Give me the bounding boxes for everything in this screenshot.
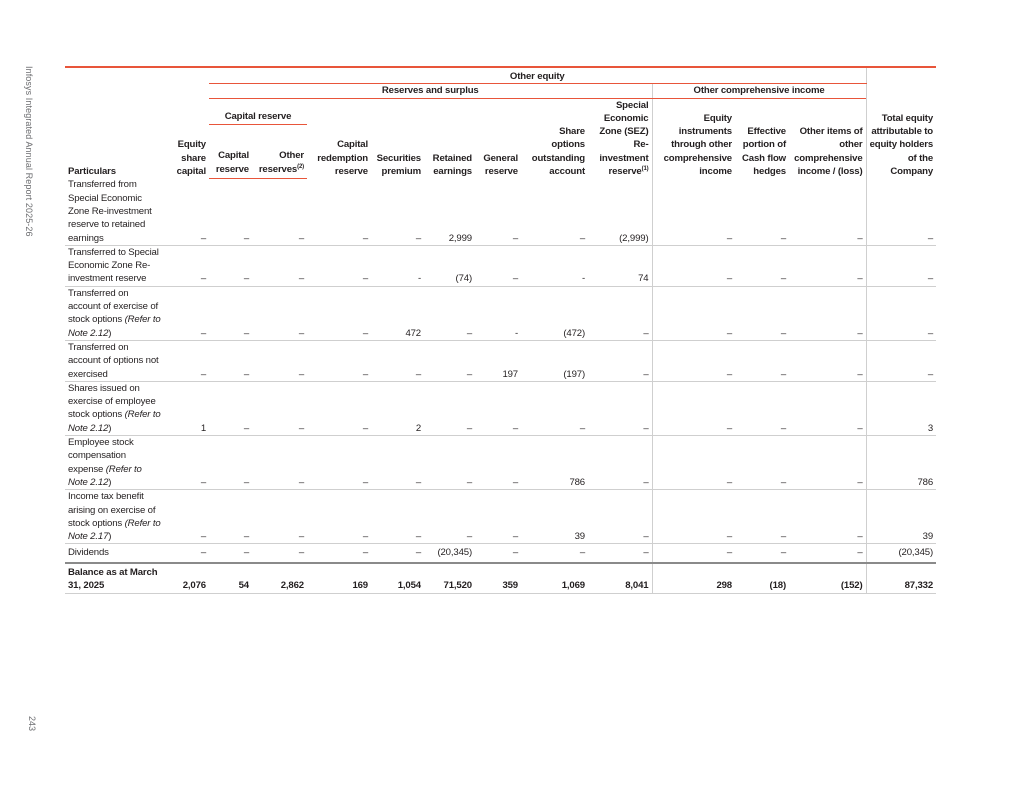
cell-value: (152) bbox=[789, 563, 866, 594]
cell-value: – bbox=[252, 245, 307, 286]
cell-value: – bbox=[371, 544, 424, 563]
cell-value: – bbox=[866, 178, 936, 245]
table-row bbox=[65, 381, 936, 435]
cell-value: – bbox=[169, 286, 209, 340]
cell-value: – bbox=[252, 490, 307, 544]
header-securities-premium: Securities premium bbox=[376, 152, 421, 178]
cell-value: – bbox=[735, 178, 789, 245]
header-capital-reserve: Capital reserve bbox=[209, 124, 252, 178]
table-row bbox=[65, 286, 936, 340]
cell-value: 74 bbox=[588, 245, 652, 286]
cell-value: – bbox=[866, 245, 936, 286]
cell-value: – bbox=[588, 286, 652, 340]
cell-value: – bbox=[252, 544, 307, 563]
cell-value: – bbox=[209, 178, 252, 245]
row-label: Dividends bbox=[65, 544, 169, 563]
header-reserves-and-surplus: Reserves and surplus bbox=[209, 84, 652, 98]
cell-value: – bbox=[475, 436, 521, 490]
cell-value: – bbox=[307, 340, 371, 381]
cell-value: – bbox=[789, 245, 866, 286]
cell-value: (472) bbox=[521, 286, 588, 340]
cell-value: – bbox=[252, 286, 307, 340]
cell-value: – bbox=[588, 544, 652, 563]
cell-value: – bbox=[521, 381, 588, 435]
cell-value: – bbox=[307, 544, 371, 563]
header-capital-redemption-reserve: Capital redemption reserve bbox=[317, 139, 368, 178]
cell-value: – bbox=[169, 436, 209, 490]
report-side-label: Infosys Integrated Annual Report 2025-26 bbox=[24, 66, 34, 237]
cell-value: 298 bbox=[652, 563, 735, 594]
table-row bbox=[65, 340, 936, 381]
cell-value: – bbox=[252, 381, 307, 435]
cell-value: 359 bbox=[475, 563, 521, 594]
cell-value: – bbox=[789, 286, 866, 340]
header-cash-flow-hedges: Effective portion of Cash flow hedges bbox=[742, 126, 786, 178]
table-header bbox=[65, 67, 936, 178]
cell-value: – bbox=[475, 544, 521, 563]
cell-value: (20,345) bbox=[866, 544, 936, 563]
cell-value: 71,520 bbox=[424, 563, 475, 594]
cell-value: – bbox=[424, 436, 475, 490]
cell-value: – bbox=[371, 178, 424, 245]
row-label: Transferred on account of options not exercised bbox=[65, 340, 169, 381]
cell-value: – bbox=[209, 245, 252, 286]
cell-value: – bbox=[209, 286, 252, 340]
header-particulars: Particulars bbox=[65, 67, 169, 178]
cell-value: (2,999) bbox=[588, 178, 652, 245]
cell-value: – bbox=[371, 490, 424, 544]
cell-value: – bbox=[652, 381, 735, 435]
row-label: Income tax benefit arising on exercise of stock options (Refer to Note 2.17) bbox=[65, 490, 169, 544]
cell-value: – bbox=[169, 245, 209, 286]
cell-value: 2 bbox=[371, 381, 424, 435]
header-other-comprehensive-income: Other comprehensive income bbox=[652, 84, 866, 98]
cell-value: - bbox=[521, 245, 588, 286]
header-total-equity: Total equity attributable to equity holders of the Company bbox=[866, 67, 936, 178]
table-row bbox=[65, 436, 936, 490]
cell-value: – bbox=[475, 381, 521, 435]
cell-value: 169 bbox=[307, 563, 371, 594]
cell-value: – bbox=[307, 490, 371, 544]
cell-value: – bbox=[735, 436, 789, 490]
row-label: Balance as at March 31, 2025 bbox=[65, 563, 169, 594]
cell-value: 197 bbox=[475, 340, 521, 381]
cell-value: – bbox=[307, 178, 371, 245]
cell-value: – bbox=[866, 286, 936, 340]
cell-value: – bbox=[424, 490, 475, 544]
cell-value: 39 bbox=[521, 490, 588, 544]
cell-value: – bbox=[652, 436, 735, 490]
cell-value: – bbox=[521, 178, 588, 245]
cell-value: 1,069 bbox=[521, 563, 588, 594]
table-row bbox=[65, 544, 936, 563]
cell-value: – bbox=[475, 490, 521, 544]
row-label: Transferred to Special Economic Zone Re-investment reserve bbox=[65, 245, 169, 286]
cell-value: – bbox=[307, 381, 371, 435]
cell-value: – bbox=[735, 286, 789, 340]
cell-value: – bbox=[307, 245, 371, 286]
cell-value: – bbox=[652, 286, 735, 340]
header-equity-instruments: Equity instruments through other comprehensive income bbox=[652, 98, 735, 178]
cell-value: – bbox=[209, 544, 252, 563]
row-label: Transferred on account of exercise of stock options (Refer to Note 2.12) bbox=[65, 286, 169, 340]
cell-value: (20,345) bbox=[424, 544, 475, 563]
cell-value: – bbox=[424, 381, 475, 435]
cell-value: – bbox=[424, 340, 475, 381]
cell-value: 786 bbox=[521, 436, 588, 490]
header-retained-earnings: Retained earnings bbox=[432, 152, 472, 178]
cell-value: – bbox=[735, 245, 789, 286]
cell-value: 786 bbox=[866, 436, 936, 490]
cell-value: – bbox=[371, 436, 424, 490]
header-sez-reserve: Special Economic Zone (SEZ) Re-investment reserve$^{(1)}$ bbox=[599, 99, 649, 178]
cell-value: – bbox=[866, 340, 936, 381]
cell-value: – bbox=[735, 340, 789, 381]
cell-value: – bbox=[209, 436, 252, 490]
table-row bbox=[65, 178, 936, 245]
cell-value: - bbox=[371, 245, 424, 286]
equity-statement-table bbox=[65, 66, 936, 594]
cell-value: – bbox=[169, 544, 209, 563]
cell-value: 1 bbox=[169, 381, 209, 435]
cell-value: – bbox=[789, 544, 866, 563]
cell-value: – bbox=[588, 381, 652, 435]
cell-value: – bbox=[652, 490, 735, 544]
cell-value: 472 bbox=[371, 286, 424, 340]
cell-value: – bbox=[789, 381, 866, 435]
cell-value: – bbox=[735, 490, 789, 544]
cell-value: (74) bbox=[424, 245, 475, 286]
header-other-oci-items: Other items of other comprehensive income / (loss) bbox=[794, 126, 863, 178]
cell-value: – bbox=[371, 340, 424, 381]
cell-value: (197) bbox=[521, 340, 588, 381]
header-other-equity: Other equity bbox=[209, 67, 866, 84]
cell-value: – bbox=[209, 490, 252, 544]
cell-value: – bbox=[588, 436, 652, 490]
cell-value: 2,999 bbox=[424, 178, 475, 245]
header-equity-share-capital: Equity share capital bbox=[169, 67, 209, 178]
cell-value: – bbox=[169, 490, 209, 544]
cell-value: – bbox=[307, 436, 371, 490]
cell-value: 2,862 bbox=[252, 563, 307, 594]
cell-value: 3 bbox=[866, 381, 936, 435]
table-body bbox=[65, 178, 936, 593]
cell-value: – bbox=[588, 490, 652, 544]
cell-value: – bbox=[789, 490, 866, 544]
cell-value: 1,054 bbox=[371, 563, 424, 594]
table-row bbox=[65, 490, 936, 544]
cell-value: – bbox=[789, 436, 866, 490]
header-capital-reserve-group: Capital reserve bbox=[209, 98, 307, 124]
table-row bbox=[65, 563, 936, 594]
cell-value: – bbox=[169, 178, 209, 245]
cell-value: 54 bbox=[209, 563, 252, 594]
cell-value: - bbox=[475, 286, 521, 340]
cell-value: 2,076 bbox=[169, 563, 209, 594]
cell-value: (18) bbox=[735, 563, 789, 594]
header-general-reserve: General reserve bbox=[483, 152, 518, 178]
cell-value: – bbox=[424, 286, 475, 340]
cell-value: – bbox=[735, 544, 789, 563]
cell-value: 39 bbox=[866, 490, 936, 544]
cell-value: 8,041 bbox=[588, 563, 652, 594]
row-label: Transferred from Special Economic Zone Re-investment reserve to retained earnings bbox=[65, 178, 169, 245]
cell-value: – bbox=[475, 178, 521, 245]
cell-value: – bbox=[252, 340, 307, 381]
cell-value: – bbox=[169, 340, 209, 381]
cell-value: – bbox=[307, 286, 371, 340]
row-label: Employee stock compensation expense (Refer to Note 2.12) bbox=[65, 436, 169, 490]
row-label: Shares issued on exercise of employee stock options (Refer to Note 2.12) bbox=[65, 381, 169, 435]
cell-value: – bbox=[475, 245, 521, 286]
cell-value: – bbox=[789, 178, 866, 245]
cell-value: – bbox=[652, 544, 735, 563]
cell-value: – bbox=[252, 178, 307, 245]
cell-value: – bbox=[789, 340, 866, 381]
cell-value: – bbox=[652, 178, 735, 245]
cell-value: – bbox=[652, 340, 735, 381]
cell-value: 87,332 bbox=[866, 563, 936, 594]
cell-value: – bbox=[652, 245, 735, 286]
header-other-reserves: Other reserves$^{(2)}$ bbox=[252, 124, 307, 178]
header-share-options: Share options outstanding account bbox=[531, 126, 585, 178]
cell-value: – bbox=[209, 381, 252, 435]
cell-value: – bbox=[209, 340, 252, 381]
cell-value: – bbox=[252, 436, 307, 490]
table-row bbox=[65, 245, 936, 286]
cell-value: – bbox=[588, 340, 652, 381]
cell-value: – bbox=[735, 381, 789, 435]
page-number: 243 bbox=[27, 716, 37, 732]
cell-value: – bbox=[521, 544, 588, 563]
